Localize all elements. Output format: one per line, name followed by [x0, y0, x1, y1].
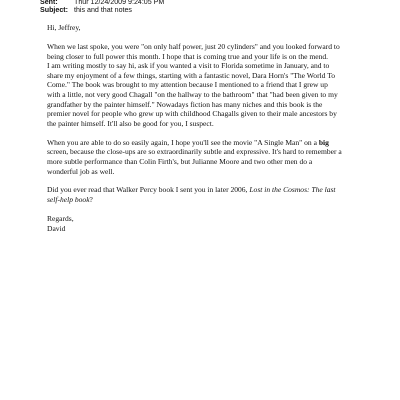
paragraph-line: with a little, not very good Chagall "on the hallway to the bathroom" that "had been given to my: [47, 89, 338, 99]
paragraph-line: Come." The book was brought to my attention because I mentioned to a friend that I grew up: [47, 80, 328, 90]
paragraph-line: more subtle performance than Colin Firth's, but Julianne Moore and two other men do a: [47, 156, 313, 166]
paragraph-2: [47, 138, 359, 176]
paragraph-line: [47, 138, 359, 148]
paragraph-line: I am writing mostly to say hi, ask if you wanted a visit to Florida sometime in January, and to: [47, 61, 330, 71]
signature: David: [47, 223, 66, 233]
paragraph-line: screen, because the close-ups are so extraordinarily subtle and expressive. It's hard to remember a: [47, 147, 342, 157]
paragraph-line: share my enjoyment of a few things, starting with a fantastic novel, Dara Horn's "The World To: [47, 70, 336, 80]
subject-label: Subject:: [40, 6, 68, 14]
paragraph-line: premier novel for people who grew up with childhood Chagalls given to their male ancestors by: [47, 109, 337, 119]
paragraph-line: [47, 185, 359, 195]
paragraph-text: Did you ever read that Walker Percy book I sent you in later 2006,: [47, 185, 250, 195]
paragraph-line: being closer to full power this month. I hope that is coming true and your life is on the mend.: [47, 51, 329, 61]
paragraph-line: grandfather by the painter himself." Nowadays fiction has many niches and this book is the: [47, 99, 323, 109]
paragraph-text: ?: [89, 195, 93, 205]
email-body: [47, 23, 359, 233]
bold-word: big: [318, 137, 329, 147]
paragraph-line: wonderful job as well.: [47, 166, 115, 176]
paragraph-text: When you are able to do so easily again, I hope you'll see the movie "A Single Man" on a: [47, 137, 319, 147]
paragraph-3: [47, 185, 359, 204]
greeting: Hi, Jeffrey,: [47, 23, 81, 32]
book-title: Lost in the Cosmos: The last: [249, 185, 336, 195]
closing: Regards,: [47, 214, 74, 224]
paragraph-line: the painter himself. It'll also be good for you, I suspect.: [47, 118, 214, 128]
paragraph-line: [47, 195, 359, 205]
sent-value: Thur 12/24/2009 9:24:05 PM: [74, 0, 165, 6]
subject-value: this and that notes: [74, 6, 132, 14]
book-title-cont: self-help book: [47, 195, 90, 205]
paragraph-1: [47, 42, 359, 128]
paragraph-line: When we last spoke, you were "on only half power, just 20 cylinders" and you looked forward to: [47, 41, 340, 51]
sent-label: Sent:: [40, 0, 58, 6]
subject-header-row: [40, 6, 132, 14]
